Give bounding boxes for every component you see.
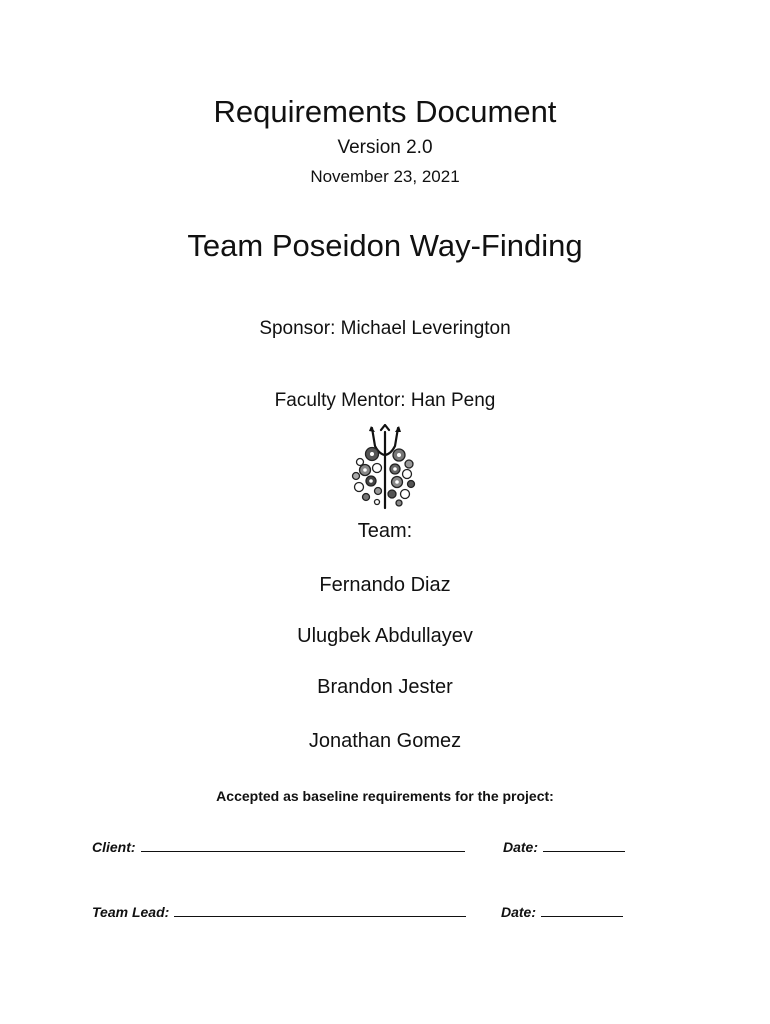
team-lead-date-field — [501, 902, 623, 920]
client-date-field — [503, 837, 625, 855]
client-date-line[interactable] — [543, 837, 625, 852]
team-lead-label: Team Lead: — [92, 904, 170, 920]
team-member: Brandon Jester — [317, 676, 453, 698]
sponsor: Sponsor: Michael Leverington — [259, 318, 511, 339]
client-signature-line[interactable] — [141, 837, 465, 852]
document-date: November 23, 2021 — [310, 167, 460, 186]
team-member: Fernando Diaz — [319, 574, 451, 596]
team-lead-date-label: Date: — [501, 904, 537, 920]
document-title: Requirements Document — [213, 94, 557, 129]
team-lead-date-line[interactable] — [541, 902, 623, 917]
trident-logo-icon — [345, 424, 425, 510]
team-lead-signature-line[interactable] — [174, 902, 466, 917]
faculty-mentor: Faculty Mentor: Han Peng — [274, 390, 496, 411]
acceptance-statement: Accepted as baseline requirements for the project: — [216, 788, 554, 804]
team-name: Team Poseidon Way-Finding — [187, 228, 583, 263]
team-label: Team: — [357, 520, 413, 542]
client-label: Client: — [92, 839, 136, 855]
team-member: Jonathan Gomez — [308, 730, 462, 752]
client-signature-field — [92, 837, 465, 855]
document-version: Version 2.0 — [337, 137, 433, 158]
client-date-label: Date: — [503, 839, 539, 855]
team-lead-signature-field — [92, 902, 466, 920]
team-member: Ulugbek Abdullayev — [297, 625, 473, 647]
